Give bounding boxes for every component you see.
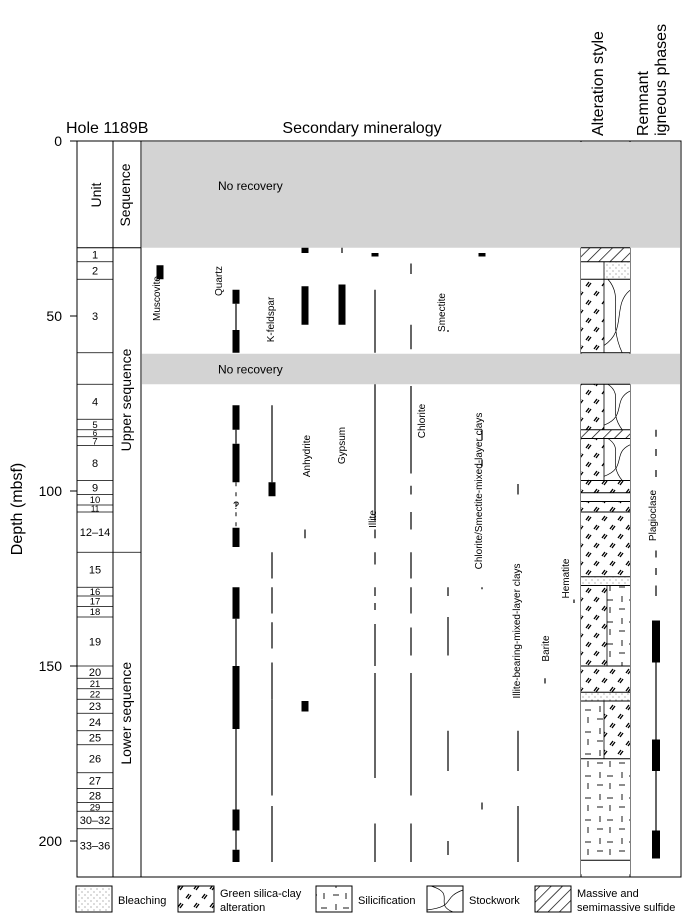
unit-label: 30–32	[79, 814, 111, 827]
bleaching-zone	[581, 692, 630, 701]
green-silica-clay-zone	[581, 586, 607, 667]
sequence-label: Upper sequence	[118, 348, 134, 452]
depth-tick-label: 150	[38, 658, 62, 674]
legend-swatch-silicification	[316, 886, 352, 912]
legend-label: Silicification	[358, 895, 416, 907]
sequence-column-frame	[113, 141, 141, 877]
unit-label: 5	[92, 419, 98, 431]
legend-label-line2: alteration	[220, 902, 266, 914]
unit-label: 10	[89, 495, 101, 507]
green-silica-clay-zone	[581, 384, 604, 430]
occurrence-bar	[302, 701, 309, 712]
remnant-label: Plagioclase	[648, 489, 659, 542]
occurrence-bar	[233, 666, 240, 729]
occurrence-bar	[233, 850, 240, 862]
mineral-occurrences	[152, 248, 574, 862]
unaltered-zone	[581, 860, 630, 874]
legend-label: Stockwork	[469, 895, 520, 907]
occurrence-bar	[269, 482, 276, 496]
mineral-label: Anhydrite	[302, 434, 313, 478]
sequence-label: Lower sequence	[118, 661, 134, 765]
unit-label: 7	[92, 436, 98, 448]
mineral-label: Smectite	[437, 293, 448, 332]
massive-sulfide-zone	[581, 430, 630, 439]
remnant-bar	[652, 621, 660, 663]
legend-swatch-green	[178, 886, 214, 912]
unit-label: 18	[89, 607, 101, 619]
occurrence-bar	[339, 285, 346, 325]
unit-label: 2	[91, 265, 99, 278]
no-recovery-label: No recovery	[218, 179, 283, 193]
green-silica-clay-zone	[581, 279, 604, 353]
unit-label: 19	[88, 636, 102, 649]
unit-column	[77, 250, 113, 853]
unit-label: 24	[88, 716, 102, 729]
green-silica-clay-zone	[581, 512, 630, 577]
sequence-column-header: Sequence	[117, 163, 133, 227]
no-recovery-label: No recovery	[218, 362, 283, 377]
occurrence-bar	[302, 286, 309, 325]
unaltered-zone	[581, 262, 604, 280]
unit-label: 23	[88, 701, 102, 714]
depth-ticks	[39, 133, 77, 849]
legend-swatch-stockwork	[427, 886, 463, 912]
occurrence-bar	[479, 253, 486, 257]
remnant-title-line2: igneous phases	[653, 23, 670, 136]
alteration-column	[581, 248, 630, 875]
unit-label: 33–36	[79, 840, 111, 853]
unit-label: 8	[91, 457, 99, 470]
sequence-column	[113, 348, 141, 764]
occurrence-bar	[233, 405, 240, 430]
silicification-zone	[581, 759, 630, 861]
stockwork-zone	[604, 384, 630, 430]
occurrence-bar	[372, 253, 379, 257]
green-silica-clay-zone	[581, 439, 604, 481]
mineral-label: Illite-bearing-mixed-layer clays	[512, 563, 523, 699]
unit-label: 16	[89, 587, 101, 599]
legend	[76, 886, 675, 914]
remnant-bar	[652, 831, 660, 859]
uncertain-mark: ?	[233, 500, 240, 512]
legend-label: Bleaching	[118, 895, 167, 907]
alteration-style-title: Alteration style	[590, 31, 607, 136]
unit-label: 12–14	[79, 527, 111, 540]
stockwork-zone	[604, 439, 630, 481]
mineral-label: Illite	[368, 510, 379, 528]
unit-label: 25	[88, 732, 102, 745]
mineral-label: K-feldspar	[266, 296, 277, 343]
bleaching-zone	[604, 262, 630, 280]
remnant-phases-column	[648, 430, 660, 859]
silicification-zone	[581, 701, 604, 759]
depth-tick-label: 200	[38, 833, 62, 849]
occurrence-bar	[233, 810, 240, 831]
remnant-title-line1: Remnant	[635, 71, 652, 136]
depth-tick-label: 0	[54, 133, 62, 149]
unit-label: 6	[92, 429, 98, 439]
mineral-label: Barite	[541, 635, 552, 662]
unit-label: 4	[91, 396, 99, 409]
occurrence-bar	[233, 528, 240, 547]
unit-label: 27	[88, 775, 102, 788]
occurrence-bar	[302, 248, 309, 253]
mineral-label: Quartz	[214, 265, 225, 297]
depth-axis-label: Depth (mbsf)	[9, 462, 26, 556]
silicification-zone	[607, 586, 630, 667]
stockwork-zone	[604, 279, 630, 353]
green-silica-clay-zone	[604, 701, 630, 759]
mineral-label: Hematite	[561, 558, 572, 599]
mineral-label: Gypsum	[337, 426, 348, 465]
legend-label-line2: semimassive sulfide	[577, 902, 676, 914]
unit-label: 15	[88, 564, 102, 577]
occurrence-bar	[233, 330, 240, 353]
unit-label: 22	[89, 689, 101, 701]
unit-column-header: Unit	[88, 182, 104, 208]
unit-label: 1	[91, 249, 99, 262]
hole-label: Hole 1189B	[66, 120, 149, 137]
massive-sulfide-zone	[581, 248, 630, 262]
mineral-label: Chlorite/Smectite-mixed-layer clays	[474, 412, 485, 570]
depth-tick-label: 100	[38, 483, 62, 499]
remnant-bar	[652, 740, 660, 772]
unit-label: 17	[89, 596, 101, 608]
unit-label: 11	[90, 504, 100, 514]
legend-swatch-bleaching	[76, 886, 112, 912]
unit-label: 28	[88, 790, 102, 803]
unaltered-zone	[581, 493, 630, 502]
occurrence-bar	[233, 444, 240, 483]
occurrence-bar	[233, 587, 240, 619]
unit-label: 3	[91, 310, 99, 323]
depth-tick-label: 50	[46, 308, 62, 324]
mineral-label: Chlorite	[417, 403, 428, 439]
unit-label: 26	[88, 753, 102, 766]
unit-label: 29	[89, 802, 101, 814]
green-silica-clay-zone	[581, 481, 630, 493]
occurrence-bar	[233, 290, 240, 304]
unit-label: 21	[89, 678, 101, 690]
green-silica-clay-zone	[581, 666, 630, 692]
secondary-mineralogy-title: Secondary mineralogy	[282, 120, 442, 137]
green-silica-clay-zone	[581, 502, 630, 513]
unit-label: 20	[88, 667, 102, 680]
mineral-label: Muscovite	[152, 275, 163, 322]
legend-label: Green silica-clay	[220, 888, 302, 900]
legend-label: Massive and	[577, 888, 639, 900]
no-recovery-band	[142, 142, 680, 248]
bleaching-zone	[581, 577, 630, 586]
legend-swatch-massive	[535, 886, 571, 912]
unit-label: 9	[91, 482, 99, 495]
